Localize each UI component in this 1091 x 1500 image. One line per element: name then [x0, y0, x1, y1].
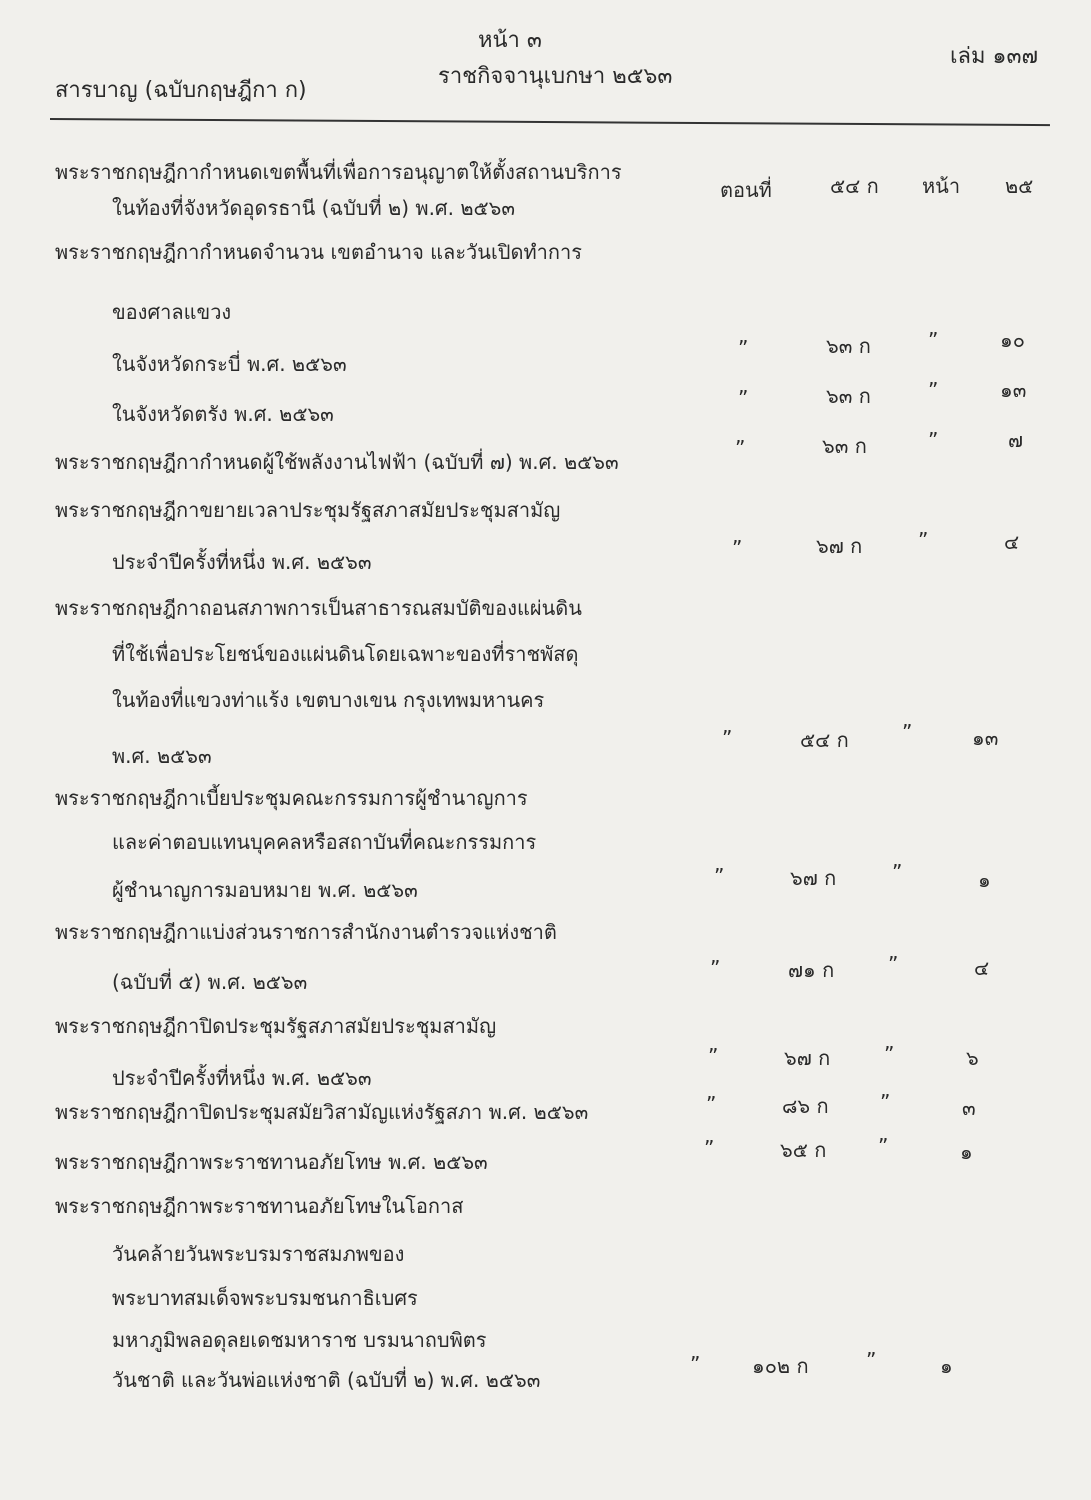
ditto-mark: ”	[928, 378, 939, 402]
ref-page: ๑	[960, 1140, 973, 1164]
entry-line: พระราชกฤษฎีกาแบ่งส่วนราชการสำนักงานตำรวจแห่งชาติ	[55, 920, 557, 944]
ref-page: ๑๓	[972, 726, 999, 750]
ref-issue: ๖๕ ก	[780, 1138, 827, 1162]
ref-page: ๓	[962, 1096, 976, 1120]
ditto-mark: ”	[722, 726, 733, 750]
header-volume: เล่ม ๑๓๗	[950, 44, 1039, 69]
entry-line: ในท้องที่จังหวัดอุดรธานี (ฉบับที่ ๒) พ.ศ. ๒๕๖๓	[112, 196, 516, 220]
ref-issue: ๗๑ ก	[788, 958, 835, 982]
ref-issue: ๖๓ ก	[822, 434, 867, 458]
ditto-mark: ”	[732, 536, 743, 560]
ref-issue: ๖๓ ก	[826, 384, 871, 408]
entry-line: พระราชกฤษฎีกากำหนดจำนวน เขตอำนาจ และวันเปิดทำการ	[55, 240, 582, 264]
entry-line: (ฉบับที่ ๕) พ.ศ. ๒๕๖๓	[112, 970, 308, 994]
ditto-mark: ”	[892, 860, 903, 884]
entry-line: ของศาลแขวง	[112, 300, 232, 324]
ref-issue: ๖๗ ก	[816, 534, 863, 558]
header-rule	[50, 118, 1050, 126]
ditto-mark: ”	[878, 1134, 889, 1158]
ditto-mark: ”	[884, 1042, 895, 1066]
entry-line: วันคล้ายวันพระบรมราชสมภพของ	[112, 1242, 405, 1266]
entry-line: ในจังหวัดกระบี่ พ.ศ. ๒๕๖๓	[112, 352, 347, 376]
entry-line: ในจังหวัดตรัง พ.ศ. ๒๕๖๓	[112, 402, 334, 426]
entry-line: พ.ศ. ๒๕๖๓	[112, 744, 212, 768]
ref-page: ๒๕	[1005, 174, 1034, 198]
ditto-mark: ”	[738, 386, 749, 410]
entry-line: ผู้ชำนาญการมอบหมาย พ.ศ. ๒๕๖๓	[112, 878, 418, 902]
ref-page: ๑	[978, 868, 991, 892]
ref-page: ๔	[1004, 530, 1020, 554]
entry-line: พระราชกฤษฎีกาปิดประชุมรัฐสภาสมัยประชุมสามัญ	[55, 1014, 497, 1038]
ditto-mark: ”	[866, 1348, 877, 1372]
entry-line: พระราชกฤษฎีกาถอนสภาพการเป็นสาธารณสมบัติของแผ่นดิน	[55, 596, 582, 620]
entry-line: และค่าตอบแทนบุคคลหรือสถาบันที่คณะกรรมการ	[112, 830, 537, 854]
page-column-header: หน้า	[922, 174, 961, 198]
ditto-mark: ”	[690, 1352, 701, 1376]
ref-page: ๑๓	[1000, 378, 1027, 402]
ditto-mark: ”	[710, 956, 721, 980]
ref-issue: ๕๔ ก	[800, 728, 849, 752]
entry-line: วันชาติ และวันพ่อแห่งชาติ (ฉบับที่ ๒) พ.ศ. ๒๕๖๓	[112, 1368, 541, 1392]
ref-issue: ๑๐๒ ก	[752, 1354, 809, 1378]
entry-line: พระราชกฤษฎีกากำหนดผู้ใช้พลังงานไฟฟ้า (ฉบับที่ ๗) พ.ศ. ๒๕๖๓	[55, 450, 619, 474]
entry-line: ที่ใช้เพื่อประโยชน์ของแผ่นดินโดยเฉพาะของที่ราชพัสดุ	[112, 642, 579, 666]
ref-issue: ๘๖ ก	[782, 1094, 829, 1118]
header-publication-title: ราชกิจจานุเบกษา ๒๕๖๓	[438, 64, 673, 89]
entry-line: มหาภูมิพลอดุลยเดชมหาราช บรมนาถบพิตร	[112, 1328, 487, 1352]
ditto-mark: ”	[928, 328, 939, 352]
header-page-number: หน้า ๓	[478, 28, 542, 53]
entry-line: พระราชกฤษฎีกากำหนดเขตพื้นที่เพื่อการอนุญาตให้ตั้งสถานบริการ	[55, 160, 622, 184]
ditto-mark: ”	[902, 720, 913, 744]
header-section-title: สารบาญ (ฉบับกฤษฎีกา ก)	[55, 78, 307, 103]
ref-page: ๑๐	[1000, 328, 1025, 352]
ditto-mark: ”	[738, 336, 749, 360]
ref-page: ๔	[974, 956, 990, 980]
entry-line: พระราชกฤษฎีกาเบี้ยประชุมคณะกรรมการผู้ชำนาญการ	[55, 786, 528, 810]
ditto-mark: ”	[928, 428, 939, 452]
entry-line: พระราชกฤษฎีกาขยายเวลาประชุมรัฐสภาสมัยประชุมสามัญ	[55, 498, 561, 522]
ditto-mark: ”	[706, 1092, 717, 1116]
ditto-mark: ”	[735, 436, 746, 460]
ditto-mark: ”	[708, 1044, 719, 1068]
ditto-mark: ”	[704, 1136, 715, 1160]
ditto-mark: ”	[880, 1090, 891, 1114]
entry-line: พระราชกฤษฎีกาพระราชทานอภัยโทษ พ.ศ. ๒๕๖๓	[55, 1150, 488, 1174]
ref-issue: ๖๗ ก	[790, 866, 837, 890]
ref-page: ๖	[966, 1046, 979, 1070]
ditto-mark: ”	[918, 528, 929, 552]
ref-issue: ๖๗ ก	[784, 1046, 831, 1070]
issue-column-header: ตอนที่	[720, 178, 772, 202]
entry-line: ประจำปีครั้งที่หนึ่ง พ.ศ. ๒๕๖๓	[112, 550, 372, 574]
ref-issue: ๖๓ ก	[826, 334, 871, 358]
ref-page: ๗	[1008, 428, 1024, 452]
entry-line: พระราชกฤษฎีกาปิดประชุมสมัยวิสามัญแห่งรัฐสภา พ.ศ. ๒๕๖๓	[55, 1100, 589, 1124]
ditto-mark: ”	[714, 864, 725, 888]
ref-issue: ๕๔ ก	[830, 174, 879, 198]
entry-line: พระบาทสมเด็จพระบรมชนกาธิเบศร	[112, 1286, 418, 1310]
entry-line: พระราชกฤษฎีกาพระราชทานอภัยโทษในโอกาส	[55, 1194, 464, 1218]
ref-page: ๑	[940, 1354, 953, 1378]
entry-line: ในท้องที่แขวงท่าแร้ง เขตบางเขน กรุงเทพมหานคร	[112, 688, 545, 712]
ditto-mark: ”	[888, 952, 899, 976]
entry-line: ประจำปีครั้งที่หนึ่ง พ.ศ. ๒๕๖๓	[112, 1066, 372, 1090]
